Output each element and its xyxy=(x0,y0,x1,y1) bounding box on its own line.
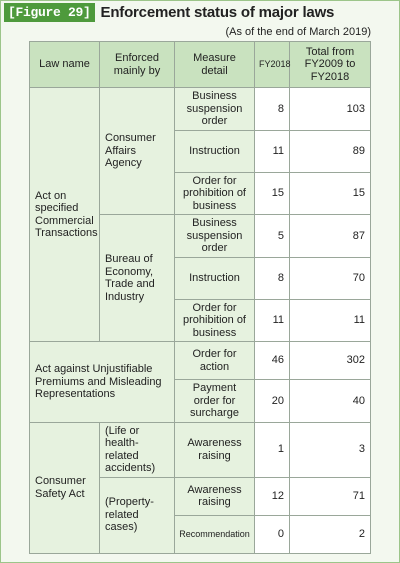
fy2018-cell: 8 xyxy=(255,257,290,299)
col-measure-detail: Measure detail xyxy=(175,42,255,88)
col-law-name: Law name xyxy=(30,42,100,88)
total-cell: 70 xyxy=(290,257,371,299)
measure-cell: Payment order for surcharge xyxy=(175,380,255,423)
total-cell: 2 xyxy=(290,515,371,553)
total-cell: 11 xyxy=(290,299,371,342)
enforced-by-cell: (Life or health-related accidents) xyxy=(100,422,175,477)
enforced-by-cell: (Property-related cases) xyxy=(100,477,175,553)
total-cell: 103 xyxy=(290,88,371,131)
fy2018-cell: 5 xyxy=(255,215,290,258)
enforced-by-cell: Bureau of Economy, Trade and Industry xyxy=(100,215,175,342)
fy2018-cell: 11 xyxy=(255,130,290,172)
total-cell: 40 xyxy=(290,380,371,423)
measure-cell: Awareness raising xyxy=(175,477,255,515)
col-fy2018: FY2018 xyxy=(255,42,290,88)
measure-cell: Order for prohibition of business xyxy=(175,172,255,215)
table-row xyxy=(30,422,371,477)
figure-badge: [Figure 29] xyxy=(4,3,95,22)
measure-cell: Business suspension order xyxy=(175,88,255,131)
fy2018-cell: 1 xyxy=(255,422,290,477)
measure-cell: Instruction xyxy=(175,257,255,299)
total-cell: 71 xyxy=(290,477,371,515)
measure-cell: Instruction xyxy=(175,130,255,172)
measure-cell: Business suspension order xyxy=(175,215,255,258)
col-enforced-by: Enforced mainly by xyxy=(100,42,175,88)
law-name-cell: Act on specified Commercial Transactions xyxy=(30,88,100,342)
fy2018-cell: 8 xyxy=(255,88,290,131)
total-cell: 302 xyxy=(290,342,371,380)
as-of-note: (As of the end of March 2019) xyxy=(225,26,371,38)
fy2018-cell: 12 xyxy=(255,477,290,515)
table-row xyxy=(30,88,371,131)
total-cell: 15 xyxy=(290,172,371,215)
fy2018-cell: 15 xyxy=(255,172,290,215)
figure-header xyxy=(4,2,334,22)
fy2018-cell: 11 xyxy=(255,299,290,342)
total-cell: 3 xyxy=(290,422,371,477)
col-total: Total from FY2009 to FY2018 xyxy=(290,42,371,88)
enforcement-table xyxy=(29,41,371,554)
table-header-row xyxy=(30,42,371,88)
fy2018-cell: 20 xyxy=(255,380,290,423)
enforced-by-cell: Consumer Affairs Agency xyxy=(100,88,175,215)
law-name-cell: Act against Unjustifiable Premiums and Misleading Representations xyxy=(30,342,175,423)
measure-cell: Order for action xyxy=(175,342,255,380)
fy2018-cell: 0 xyxy=(255,515,290,553)
total-cell: 89 xyxy=(290,130,371,172)
measure-cell: Recommendation xyxy=(175,515,255,553)
law-name-cell: Consumer Safety Act xyxy=(30,422,100,553)
total-cell: 87 xyxy=(290,215,371,258)
measure-cell: Awareness raising xyxy=(175,422,255,477)
measure-cell: Order for prohibition of business xyxy=(175,299,255,342)
figure-title: Enforcement status of major laws xyxy=(100,3,335,21)
fy2018-cell: 46 xyxy=(255,342,290,380)
table-row xyxy=(30,342,371,380)
